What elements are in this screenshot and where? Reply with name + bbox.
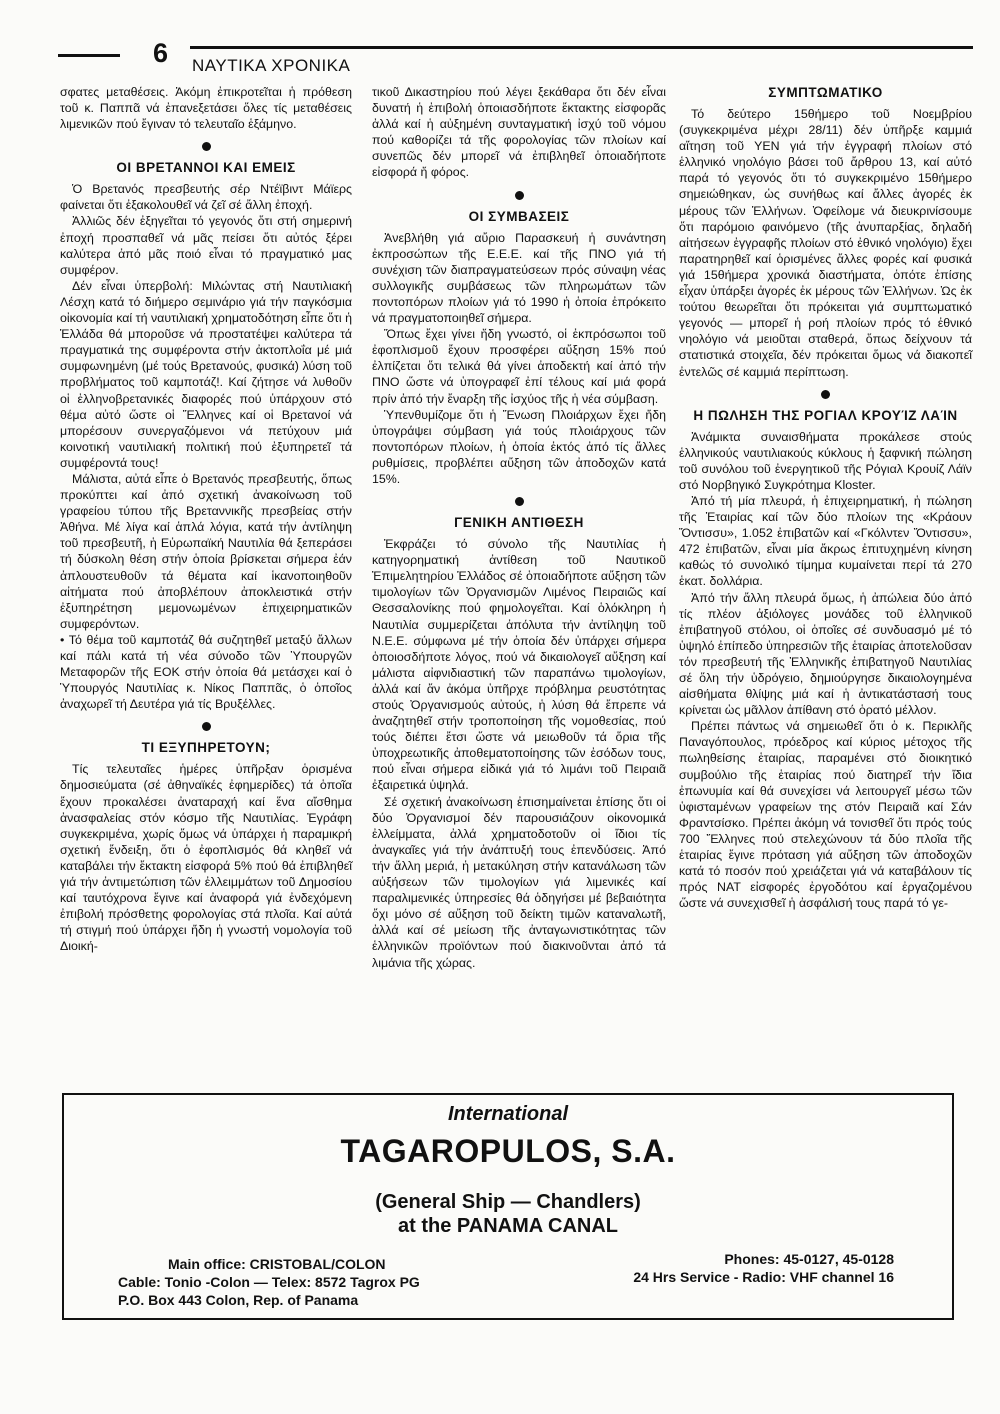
article-paragraph: Ἀνάμικτα συναισθήματα προκάλεσε στούς ἑλληνικούς ναυτιλιακούς κύκλους ἡ ξαφνική πώληση τοῦ συνόλου τοῦ ἐνεργητικοῦ τῆς Ρόγιαλ Κρουίζ Λάϊν στό Νορβηγικό Συγκρότημα Kloster. <box>679 429 972 492</box>
article-paragraph: Ὁ Βρετανός πρεσβευτής σέρ Ντέϊβιντ Μάϊερς φαίνεται ὅτι ἐξακολουθεῖ νά ζεῖ σέ ἄλλη ἐποχή. <box>60 182 352 213</box>
article-paragraph: Δέν εἶναι ὑπερβολή: Μιλώντας στή Ναυτιλιακή Λέσχη κατά τό διήμερο σεμινάριο γιά τήν παγκόσμια οἰκονομία καί τή ναυτιλιακή χρηματοδότηση εἶπε ὅτι ἡ Ἑλλάδα θά μποροῦσε νά προστατέψει καλύτερα τά πραγματικά της συμφέροντα στήν ἀκτοπλοΐα μέ μιά συμφωνημένη (μέ τούς Βρετανούς, φυσικά) λύση τοῦ προβλήματος τοῦ καμποτάζ!. Καί ζήτησε νά λυθοῦν οἱ ἑλληνοβρετανικές διαφορές πού ὑπάρχουν στό θέμα αὐτό ὥστε οἱ Ἕλληνες καί οἱ Βρετανοί νά μπορέσουν συνεργαζόμενοι νά πετύχουν μιά κοινοτική ναυτιλιακή πολιτική πού ἐξυπηρετεῖ τά συμφέροντά τους! <box>60 278 352 470</box>
article-heading-coincidental: ΣΥΜΠΤΩΜΑΤΙΚΟ <box>768 85 883 100</box>
ad-main-office: Main office: CRISTOBAL/COLON <box>168 1256 386 1272</box>
column-1-intro: σφατες μεταθέσεις. Ἀκόμη ἐπικροτεῖται ἡ πρόθεση τοῦ κ. Παππᾶ νά ἐπανεξετάσει ὅλες τίς μεταθέσεις λιμενικῶν πού ἔγιναν τό τελευταῖο ἑξάμηνο. <box>60 85 352 132</box>
column-1 <box>60 84 352 955</box>
article-paragraph: Μάλιστα, αὐτά εἶπε ὁ Βρετανός πρεσβευτής, ὅπως προκύπτει καί ἀπό σχετική ἀνακοίνωση τοῦ γραφείου τύπου τῆς Βρεταννικῆς πρεσβείας στήν Ἀθήνα. Μέ λίγα καί ἁπλά λόγια, κατά τήν ἀντίληψη τοῦ πρεσβευτῆ, ἡ Εὐρωπαϊκή Ναυτιλία θά ξεπεράσει τή δύσκολη θέση στήν ὁποία βρίσκεται σήμερα ἐάν ἀπλουστευθοῦν τά θέματα καί ἱκανοποιηθοῦν αἰτήματα πού ἀποβλέπουν ἀποκλειστικά στήν ἐξυπηρέτηση μεμονωμένων ἐπιχειρηματικῶν συμφερόντων. <box>60 471 352 631</box>
article-paragraph: Τό δεύτερο 15θήμερο τοῦ Νοεμβρίου (συγκεκριμένα μέχρι 28/11) δέν ὑπῆρξε καμμιά αἴτηση τοῦ ΥΕΝ γιά τήν ἐγγραφή πλοίων στό ἑλληνικό νηολόγιο βάσει τοῦ ἄρθρου 13, καί αὐτό παρά τό γεγονός ὅτι τό συγκεκριμένο 15θήμερο σημειώθηκαν, ὡς συνήθως καί ἄλλες ἀγορές ἐκ μέρους τῶν Ἑλλήνων. Ὀφείλομε νά διευκρινίσουμε ὅτι παρόμοιο φαινόμενο (τῆς ἀνυπαρξίας, δηλαδή αἰτήσεων ἐγγραφῆς πλοίων στό ἐθνικό νηολόγιο) ἔχει παρατηρηθεῖ καί ὁρισμένες ἄλλες φορές καί φυσικά γιά 15θήμερα χρονικά διαστήματα, ὁπότε ἐπίσης εἶχαν ὑπάρξει ἀγορές ἐκ μέρους τῶν Ἑλλήνων. Ὡς ἐκ τούτου θεωρεῖται ὅτι πρόκειται γιά συμπτωματικό γεγονός — μπορεῖ ἡ ροή πλοίων πρός τό ἐθνικό νηολόγιο νά μειοῦται σταθερά, ὅπως δείχνουν τά στατιστικά στοιχεῖα, δέν πρόκειται ὅμως νά διακοπεῖ ἐντελῶς σέ καμμιά περίπτωση. <box>679 107 972 379</box>
article-paragraph: Ἀλλιῶς δέν ἐξηγεῖται τό γεγονός ὅτι στή σημερινή ἐποχή προσπαθεῖ νά μᾶς πείσει ὅτι αὐτός ξέρει καλύτερα ἀπό μᾶς ποιό εἶναι τό πραγματικό μας συμφέρον. <box>60 214 352 277</box>
article-paragraph: • Τό θέμα τοῦ καμποτάζ θά συζητηθεῖ μεταξύ ἄλλων καί πάλι κατά τή νέα σύνοδο τῶν Ὑπουργῶν Μεταφορῶν τῆς ΕΟΚ στήν ὁποία θά μετάσχει καί ὁ Ὑπουργός Ναυτιλίας κ. Νίκος Παππᾶς, ὁ ὁποῖος ἀναχωρεῖ τή Δευτέρα γιά τίς Βρυξέλλες. <box>60 632 352 712</box>
article-paragraph: Ὑπενθυμίζομε ὅτι ἡ Ἕνωση Πλοιάρχων ἔχει ἤδη ὑπογράψει σύμβαση γιά τούς πλοιάρχους τῶν ποντοπόρων πλοίων, ἡ ὁποία ἐκτός ἀπό τίς ἄλλες ρυθμίσεις, προβλέπει αὔξηση τῶν ἀποδοχῶν κατά 15%. <box>372 407 666 486</box>
ad-tagline: (General Ship — Chandlers) <box>375 1191 641 1213</box>
advertisement-box <box>62 1093 954 1320</box>
ad-po-box: P.O. Box 443 Colon, Rep. of Panama <box>118 1292 359 1308</box>
article-paragraph: Ἀνεβλήθη γιά αὔριο Παρασκευή ἡ συνάντηση ἐκπροσώπων τῆς Ε.Ε.Ε. καί τῆς ΠΝΟ γιά τή συνέχιση τῶν διαπραγματεύσεων πρός σύναψη νέας συλλογικῆς συμβάσεως τῶν πληρωμάτων τῶν ποντοπόρων πλοίων γιά τό 1990 ἡ ὁποία ἐπρόκειτο νά πραγματοποιηθεῖ σήμερα. <box>372 230 666 326</box>
article-paragraph: Ἀπό τήν ἄλλη πλευρά ὅμως, ἡ ἀπώλεια δύο ἀπό τίς πλέον ἀξιόλογες μονάδες τοῦ ἑλληνικοῦ ἐπιβατηγοῦ στόλου, οἱ ὁποῖες σέ συνδυασμό μέ τό ὑψηλό ἐπίπεδο ὑπηρεσιῶν τῆς ἑταιρίας ἀποτελοῦσαν τόν πρεσβευτή τῆς Ἑλληνικῆς ἐπιβατηγοῦ Ναυτιλίας σέ ὅλη τήν ὑδρόγειο, δημιούργησε δικαιολογημένα αἰσθήματα θλίψης μιά καί ἡ ἀντικατάστασή τους κρίνεται ὡς μᾶλλον ἀπίθανη στό ὁρατό μέλλον. <box>679 590 972 718</box>
ad-contact-left <box>118 1255 420 1309</box>
bullet-separator <box>821 390 830 399</box>
article-heading-royal-cruise-sale: Η ΠΩΛΗΣΗ ΤΗΣ ΡΟΓΙΑΛ ΚΡΟΥΊΖ ΛΑΊΝ <box>693 407 958 423</box>
bullet-separator <box>515 191 524 200</box>
ad-tagline-location: at the PANAMA CANAL <box>398 1215 618 1237</box>
bullet-separator <box>202 722 211 731</box>
column-2-intro: τικοῦ Δικαστηρίου πού λέγει ξεκάθαρα ὅτι δέν εἶναι δυνατή ἡ ἐπιβολή ὁποιασδήποτε ἔκτακτης εἰσφορᾶς ἀλλά καί ἡ αὐξημένη συνταγματική ἰσχύ τοῦ νόμου πού καθορίζει τά τῆς φορολογίας τῶν πλοίων καί συνεπῶς δέν μπορεῖ νά ἐπιβληθεῖ ὁποιαδήποτε εἰσφορά ἤ φόρος. <box>372 85 666 180</box>
column-2 <box>372 84 666 971</box>
publication-title: ΝΑΥΤΙΚΑ ΧΡΟΝΙΚΑ <box>192 56 351 75</box>
ad-company-name: TAGAROPULOS, S.A. <box>340 1133 676 1169</box>
ad-international: International <box>447 1103 568 1125</box>
article-paragraph: Τίς τελευταῖες ἡμέρες ὑπῆρξαν ὁρισμένα δημοσιεύματα (σέ ἀθηναϊκές ἐφημερίδες) τά ὁποῖα ἔχουν προκαλέσει ἀναταραχή καί ἕνα αἴσθημα ἀνασφαλείας στόν κόσμο τῆς Ναυτιλίας. Ἐγράφη συγκεκριμένα, χωρίς ὅμως νά ὑπάρχει ἡ παραμικρή σχετική ἔνδειξη, ὅτι ὁ ἐφοπλισμός θά κληθεῖ νά καταβάλει τήν ἔκτακτη εἰσφορά 5% πού θά ἐπιβληθεῖ γιά τήν ἀντιμετώπιση τῶν ἐλλειμμάτων τοῦ Δημοσίου καί ταυτόχρονα ἔγινε καί ἀναφορά γιά ἐνδεχόμενη ἐπιβολή πρόσθετης φορολογίας στά πλοῖα. Καί αὐτά τή στιγμή πού ὑπάρχει ἤδη ἡ γνωστή νομολογία τοῦ Διοική- <box>60 762 352 954</box>
article-paragraph: Ὅπως ἔχει γίνει ἤδη γνωστό, οἱ ἐκπρόσωποι τοῦ ἐφοπλισμοῦ ἔχουν προσφέρει αὔξηση 15% πού ἐλπίζεται ὅτι τελικά θά γίνει ἀποδεκτή καί ἀπό τήν ΠΝΟ ὥστε νά ὑπογραφεῖ ἐπί τέλους καί μιά φορά πρίν ἀπό τήν ἔναρξη τῆς ἰσχύος τῆς ἡ νέα σύμβαση. <box>372 327 666 406</box>
page-header <box>58 38 973 82</box>
article-heading-what-serve: ΤΙ ΕΞΥΠΗΡΕΤΟΥΝ; <box>141 740 271 756</box>
page-number: 6 <box>153 38 169 68</box>
ad-phones: Phones: 45-0127, 45-0128 <box>724 1251 894 1267</box>
article-paragraph: Ἐκφράζει τό σύνολο τῆς Ναυτιλίας ἡ κατηγορηματική ἀντίθεση τοῦ Ναυτικοῦ Ἐπιμελητηρίου Ἑλλάδος σέ ὁποιαδήποτε αὔξηση τῶν τιμολογίων τῶν Ὀργανισμῶν Λιμένος Πειραιῶς καί Θεσσαλονίκης πού φημολογεῖται. Καί ὁλόκληρη ἡ Ναυτιλία συμμερίζεται ἀπόλυτα τήν ἀντίληψη τοῦ Ν.Ε.Ε. σύμφωνα μέ τήν ὁποία δέν ὑπάρχει σήμερα ὁποιοσδήποτε λόγος, πού νά δικαιολογεῖ αὔξηση καί μάλιστα αἰφνιδιαστική τῶν παραπάνω τιμολογίων, ἀλλά καί ἄν ἀκόμα ὑπῆρχε πρόβλημα ρευστότητας στούς Ὀργανισμούς αὐτούς, ἡ λύση θά ἔπρεπε νά ἀναζητηθεῖ στήν τροποποίηση τῆς νομοθεσίας, πού τούς διέπει ἔτσι ὥστε νά μειωθοῦν τά ὅρια τῆς ὑποχρεωτικῆς ἀποθεματοποίησης τῶν ἐσόδων τους, πού εἶναι σήμερα εἰδικά γιά τό λιμάνι τοῦ Πειραιᾶ ἐξαιρετικά ὑψηλά. <box>372 537 666 793</box>
article-heading-general-opposition: ΓΕΝΙΚΗ ΑΝΤΙΘΕΣΗ <box>454 515 584 531</box>
ad-cable: Cable: Tonio -Colon — Telex: 8572 Tagrox PG <box>118 1274 420 1290</box>
header-rule-left <box>58 54 120 57</box>
article-heading-contracts: ΟΙ ΣΥΜΒΑΣΕΙΣ <box>468 208 570 224</box>
article-heading-britons: ΟΙ ΒΡΕΤΑΝΝΟΙ ΚΑΙ ΕΜΕΙΣ <box>116 160 296 176</box>
ad-service: 24 Hrs Service - Radio: VHF channel 16 <box>633 1269 894 1285</box>
article-paragraph: Πρέπει πάντως νά σημειωθεῖ ὅτι ὁ κ. Περικλῆς Παναγόπουλος, πρόεδρος καί κύριος μέτοχος τῆς πωληθείσης ἑταιρίας, παραμένει στό διοικητικό συμβούλιο τῆς ἑταιρίας πού διατηρεῖ τήν ἴδια ἐπωνυμία καί θά συνεχίσει νά λειτουργεῖ μέσω τῶν ὑφισταμένων γραφείων της στόν Πειραιᾶ καί Σάν Φραντσίσκο. Πρέπει ἀκόμη νά τονισθεῖ ὅτι πρός τούς 700 Ἕλληνες πού στελεχώνουν τά δύο πλοῖα τῆς ἑταιρίας ἔγινε πρόταση γιά αὔξηση τῶν ἀποδοχῶν κατά τό ποσόν πού χρειάζεται γιά νά καταβάλουν τίς πρός ΝΑΤ εἰσφορές ἐργοδότου καί ἐργαζομένου ὥστε νά συνεχισθεῖ ἡ ἀσφάλισή τους παρά τό γε- <box>679 719 972 911</box>
column-3 <box>679 84 972 911</box>
bullet-separator <box>202 142 211 151</box>
bullet-separator <box>515 497 524 506</box>
ad-contact-right <box>633 1250 894 1286</box>
article-paragraph: Σέ σχετική ἀνακοίνωση ἐπισημαίνεται ἐπίσης ὅτι οἱ δύο Ὀργανισμοί δέν παρουσιάζουν οἰκονομικά ἐλλείμματα, ἀλλά χρηματοδοτοῦν οἱ ἴδιοι τίς ἀναγκαῖες γιά τήν ἀνάπτυξή τους ἐπενδύσεις. Ἀπό τήν ἄλλη μεριά, ἡ μετακύληση στήν κατανάλωση τῶν αὐξήσεων τῶν τιμολογίων γιά λιμενικές καί παραλιμενικές ὑπηρεσίες θά ὁδηγήσει μέ βεβαιότητα ὄχι μόνο σέ αὔξηση τοῦ δείκτη τιμῶν καταναλωτῆ, ἀλλά καί σέ μείωση τῆς ἀνταγωνιστικότητας τῶν ἑλληνικῶν προϊόντων πού διακινοῦνται ἀπό τά λιμάνια τῆς χώρας. <box>372 794 666 970</box>
header-rule-right <box>190 46 973 49</box>
article-paragraph: Ἀπό τή μία πλευρά, ἡ ἐπιχειρηματική, ἡ πώληση τῆς Ἑταιρίας καί τῶν δύο πλοίων της «Κράουν Ὄντισσυ», 1.052 ἐπιβατῶν καί «Γκόλντεν Ὄντισσυ», 472 ἐπιβατῶν, εἶναι μία ἄκρως ἐπιτυχημένη κίνηση καθώς τό συνολικό τίμημα κυμαίνεται περί τά 270 ἑκατ. δολλάρια. <box>679 493 972 589</box>
